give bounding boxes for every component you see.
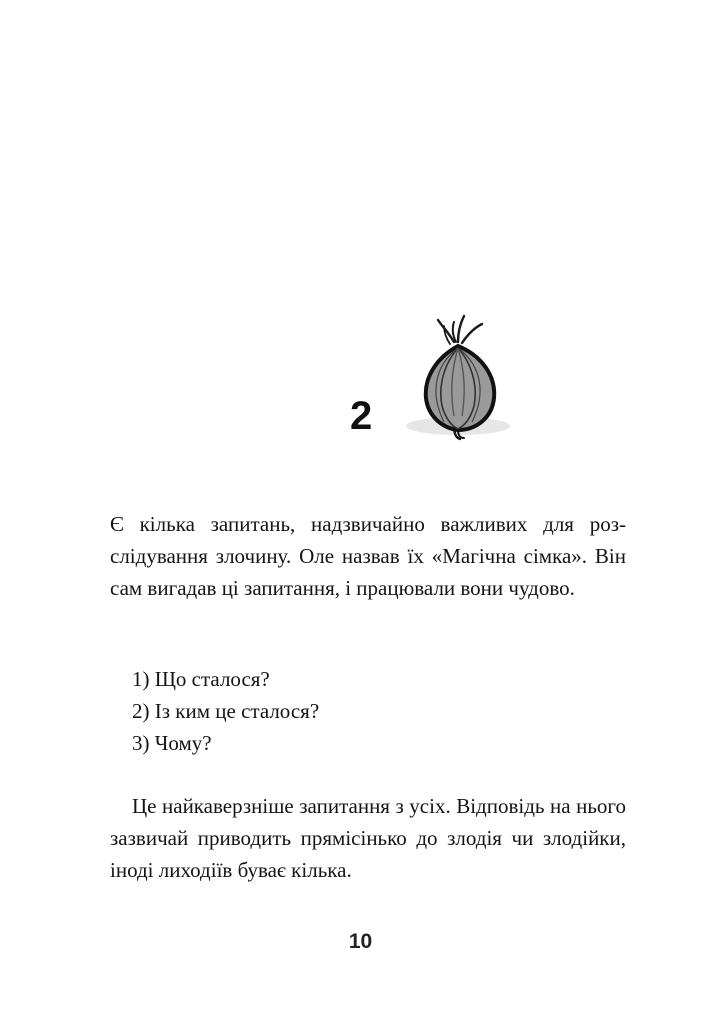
list-item: 1) Що сталося? (132, 667, 270, 691)
questions-list (132, 663, 319, 759)
list-item: 2) Із ким це сталося? (132, 699, 320, 723)
paragraph-explanation: Це найкаверзніше запитання з усіх. Відповідь на нього зазвичай приводить прямісінько до злодія чи злодійки, іноді лиходіїв буває кілька. (110, 794, 626, 882)
onion-icon (398, 312, 516, 442)
chapter-number: 2 (350, 394, 373, 438)
list-item: 3) Чому? (132, 731, 212, 755)
paragraph-intro: Є кілька запитань, надзвичайно важливих для розслідування злочину. Оле назвав їх «Магічна сімка». Він сам вигадав ці запитання, і працювали вони чудово. (110, 512, 626, 600)
page-number: 10 (348, 930, 373, 953)
